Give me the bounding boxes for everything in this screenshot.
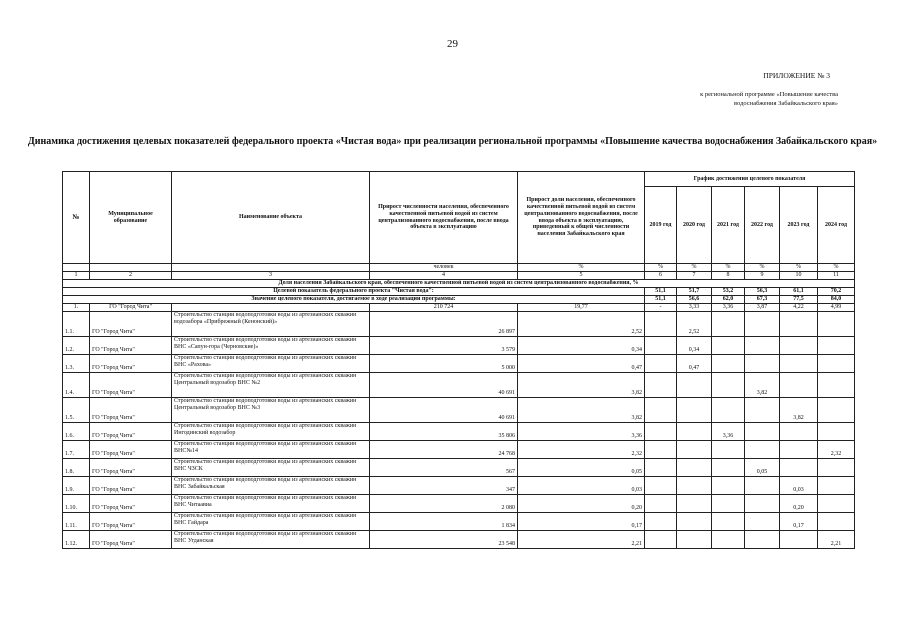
unit-people: человек <box>370 264 518 272</box>
row-num: 1.12. <box>63 531 90 549</box>
row-year-value <box>712 513 745 531</box>
table-row <box>63 312 855 337</box>
summary-year-value: 4,22 <box>780 304 818 312</box>
row-year-value <box>645 355 677 373</box>
row-municipality: ГО "Город Чита" <box>90 531 172 549</box>
header-num: № <box>63 172 90 264</box>
row-year-value <box>745 477 780 495</box>
row-year-value <box>712 312 745 337</box>
row-year-value <box>712 398 745 423</box>
table-row <box>63 531 855 549</box>
column-number: 7 <box>677 272 712 280</box>
table-row <box>63 373 855 398</box>
summary-year-value: 3,36 <box>712 304 745 312</box>
row-year-value <box>712 373 745 398</box>
row-year-value <box>818 423 855 441</box>
achieved-value: 84,0 <box>818 296 855 304</box>
row-year-value <box>780 337 818 355</box>
row-year-value <box>677 423 712 441</box>
unit-pct: % <box>712 264 745 272</box>
row-year-value <box>818 459 855 477</box>
row-year-value <box>712 477 745 495</box>
row-object: Строительство станции водоподготовки воды из артезианских скважин Центральный водозабор ВНС №2 <box>172 373 370 398</box>
indicator-table <box>62 171 855 549</box>
row-year-value: 0,05 <box>745 459 780 477</box>
column-number: 5 <box>518 272 645 280</box>
document-title: Динамика достижения целевых показателей федерального проекта «Чистая вода» при реализации региональной программы «Повышение качества водоснабжения Забайкальского края» <box>27 136 878 147</box>
achieved-value: 62,0 <box>712 296 745 304</box>
row-year-value <box>780 459 818 477</box>
row-share: 0,03 <box>518 477 645 495</box>
summary-share: 19,77 <box>518 304 645 312</box>
table-row <box>63 423 855 441</box>
row-object: Строительство станции водоподготовки воды из артезианских скважин ВНС Гайдара <box>172 513 370 531</box>
header-schedule: График достижения целевого показателя <box>645 172 855 187</box>
column-number: 1 <box>63 272 90 280</box>
target-value: 61,1 <box>780 288 818 296</box>
row-object: Строительство станции водоподготовки воды из артезианских скважин ВНС «Сапун-гора (Черновские)» <box>172 337 370 355</box>
row-num: 1.9. <box>63 477 90 495</box>
row-year-value <box>645 495 677 513</box>
row-year-value: 0,17 <box>780 513 818 531</box>
row-year-value <box>677 495 712 513</box>
row-municipality: ГО "Город Чита" <box>90 477 172 495</box>
row-year-value <box>780 423 818 441</box>
column-number: 6 <box>645 272 677 280</box>
row-year-value <box>645 441 677 459</box>
row-num: 1.5. <box>63 398 90 423</box>
row-people: 40 691 <box>370 373 518 398</box>
row-year-value <box>677 398 712 423</box>
row-year-value <box>745 355 780 373</box>
row-year-value <box>745 531 780 549</box>
header-year: 2020 год <box>677 187 712 264</box>
row-people: 347 <box>370 477 518 495</box>
target-value: 56,3 <box>745 288 780 296</box>
target-row-label: Целевой показатель федерального проекта "Чистая вода": <box>63 288 645 296</box>
row-municipality: ГО "Город Чита" <box>90 495 172 513</box>
unit-pct: % <box>677 264 712 272</box>
row-municipality: ГО "Город Чита" <box>90 337 172 355</box>
row-year-value <box>712 459 745 477</box>
row-num: 1.10. <box>63 495 90 513</box>
row-year-value <box>645 531 677 549</box>
row-share: 0,47 <box>518 355 645 373</box>
column-number: 4 <box>370 272 518 280</box>
row-object: Строительство станции водоподготовки воды из артезианских скважин ВНС ЧЗСК <box>172 459 370 477</box>
row-year-value <box>818 355 855 373</box>
row-municipality: ГО "Город Чита" <box>90 355 172 373</box>
row-year-value <box>745 495 780 513</box>
table-row <box>63 495 855 513</box>
row-year-value: 3,36 <box>712 423 745 441</box>
row-object: Строительство станции водоподготовки воды из артезианских скважин ВНС№14 <box>172 441 370 459</box>
row-num: 1.2. <box>63 337 90 355</box>
row-year-value: 0,47 <box>677 355 712 373</box>
summary-year-value: - <box>645 304 677 312</box>
row-year-value <box>677 531 712 549</box>
summary-year-value: 4,99 <box>818 304 855 312</box>
row-municipality: ГО "Город Чита" <box>90 398 172 423</box>
row-object: Строительство станции водоподготовки воды из артезианских скважин ВНС Забайкальская <box>172 477 370 495</box>
header-object: Наименование объекта <box>172 172 370 264</box>
row-year-value <box>645 459 677 477</box>
header-share-increase: Прирост доли населения, обеспеченного качественной питьевой водой из систем централизованного водоснабжения, после ввода объекта в эксплуатацию, приведенный к общей численности населения Забайкальского края <box>518 172 645 264</box>
row-num: 1.11. <box>63 513 90 531</box>
row-year-value <box>818 477 855 495</box>
row-year-value: 0,20 <box>780 495 818 513</box>
row-people: 1 834 <box>370 513 518 531</box>
summary-municipality: ГО "Город Чита" <box>90 304 172 312</box>
appendix-label: ПРИЛОЖЕНИЕ № 3 <box>763 71 830 80</box>
row-people: 23 548 <box>370 531 518 549</box>
row-year-value <box>780 531 818 549</box>
row-share: 3,36 <box>518 423 645 441</box>
row-year-value <box>677 373 712 398</box>
row-year-value <box>818 312 855 337</box>
unit-pct: % <box>780 264 818 272</box>
row-municipality: ГО "Город Чита" <box>90 312 172 337</box>
table-row <box>63 441 855 459</box>
row-year-value <box>745 398 780 423</box>
row-share: 2,21 <box>518 531 645 549</box>
row-object: Строительство станции водоподготовки воды из артезианских скважин водозабора «Прибрежный (Кенонский)» <box>172 312 370 337</box>
row-year-value: 3,82 <box>780 398 818 423</box>
row-year-value: 2,21 <box>818 531 855 549</box>
row-num: 1.4. <box>63 373 90 398</box>
row-num: 1.3. <box>63 355 90 373</box>
row-year-value <box>818 495 855 513</box>
row-municipality: ГО "Город Чита" <box>90 441 172 459</box>
summary-people: 210 724 <box>370 304 518 312</box>
row-year-value <box>677 441 712 459</box>
row-year-value <box>745 513 780 531</box>
row-year-value <box>645 373 677 398</box>
target-value: 53,2 <box>712 288 745 296</box>
row-year-value <box>645 513 677 531</box>
header-pop-increase: Прирост численности населения, обеспеченного качественной питьевой водой из систем централизованного водоснабжения, после ввода объекта в эксплуатацию <box>370 172 518 264</box>
column-number: 10 <box>780 272 818 280</box>
target-value: 51,7 <box>677 288 712 296</box>
row-year-value <box>780 373 818 398</box>
row-share: 0,20 <box>518 495 645 513</box>
summary-num: 1. <box>63 304 90 312</box>
row-object: Строительство станции водоподготовки воды из артезианских скважин ВНС Угданская <box>172 531 370 549</box>
section-title: Доля населения Забайкальского края, обеспеченного качественной питьевой водой из систем централизованного водоснабжения, % <box>63 280 855 288</box>
row-year-value <box>818 337 855 355</box>
row-share: 0,34 <box>518 337 645 355</box>
row-year-value <box>818 373 855 398</box>
row-year-value <box>645 398 677 423</box>
row-num: 1.7. <box>63 441 90 459</box>
row-year-value <box>645 477 677 495</box>
row-people: 5 000 <box>370 355 518 373</box>
target-value: 51,1 <box>645 288 677 296</box>
row-year-value <box>712 337 745 355</box>
row-share: 2,52 <box>518 312 645 337</box>
row-year-value: 2,32 <box>818 441 855 459</box>
row-year-value <box>745 312 780 337</box>
row-year-value <box>645 312 677 337</box>
row-year-value <box>645 337 677 355</box>
appendix-note: к региональной программе «Повышение качества водоснабжения Забайкальского края» <box>700 91 838 107</box>
row-share: 0,17 <box>518 513 645 531</box>
row-year-value: 0,34 <box>677 337 712 355</box>
row-year-value <box>818 398 855 423</box>
summary-year-value: 3,87 <box>745 304 780 312</box>
row-object: Строительство станции водоподготовки воды из артезианских скважин Ингодинский водозабор <box>172 423 370 441</box>
row-year-value <box>745 441 780 459</box>
row-people: 2 080 <box>370 495 518 513</box>
row-municipality: ГО "Город Чита" <box>90 373 172 398</box>
target-value: 70,2 <box>818 288 855 296</box>
achieved-value: 56,6 <box>677 296 712 304</box>
row-people: 24 768 <box>370 441 518 459</box>
unit-pct: % <box>518 264 645 272</box>
unit-pct: % <box>745 264 780 272</box>
row-share: 2,32 <box>518 441 645 459</box>
row-num: 1.1. <box>63 312 90 337</box>
table-row <box>63 477 855 495</box>
page-number: 29 <box>447 38 458 50</box>
row-year-value: 0,03 <box>780 477 818 495</box>
row-year-value <box>677 459 712 477</box>
header-year: 2022 год <box>745 187 780 264</box>
column-number: 2 <box>90 272 172 280</box>
row-municipality: ГО "Город Чита" <box>90 459 172 477</box>
column-number: 8 <box>712 272 745 280</box>
header-year: 2021 год <box>712 187 745 264</box>
header-year: 2024 год <box>818 187 855 264</box>
row-people: 26 897 <box>370 312 518 337</box>
achieved-value: 77,5 <box>780 296 818 304</box>
row-object: Строительство станции водоподготовки воды из артезианских скважин ВНС «Рахова» <box>172 355 370 373</box>
row-year-value <box>712 441 745 459</box>
header-year: 2023 год <box>780 187 818 264</box>
row-year-value <box>712 355 745 373</box>
unit-pct: % <box>645 264 677 272</box>
table-row <box>63 355 855 373</box>
row-people: 40 691 <box>370 398 518 423</box>
row-share: 3,82 <box>518 373 645 398</box>
row-year-value: 3,82 <box>745 373 780 398</box>
column-number: 3 <box>172 272 370 280</box>
table-row <box>63 513 855 531</box>
row-year-value <box>712 531 745 549</box>
row-year-value <box>677 477 712 495</box>
row-municipality: ГО "Город Чита" <box>90 423 172 441</box>
header-municipality: Муниципальное образование <box>90 172 172 264</box>
table-row <box>63 398 855 423</box>
row-num: 1.8. <box>63 459 90 477</box>
row-people: 3 579 <box>370 337 518 355</box>
row-year-value: 2,52 <box>677 312 712 337</box>
table-row <box>63 337 855 355</box>
row-year-value <box>780 312 818 337</box>
unit-pct: % <box>818 264 855 272</box>
row-people: 567 <box>370 459 518 477</box>
row-year-value <box>645 423 677 441</box>
row-year-value <box>780 355 818 373</box>
row-year-value <box>712 495 745 513</box>
row-people: 35 806 <box>370 423 518 441</box>
row-num: 1.6. <box>63 423 90 441</box>
achieved-row-label: Значение целевого показателя, достигаемое в ходе реализации программы: <box>63 296 645 304</box>
achieved-value: 51,1 <box>645 296 677 304</box>
row-object: Строительство станции водоподготовки воды из артезианских скважин ВНС Читаавиа <box>172 495 370 513</box>
row-share: 0,05 <box>518 459 645 477</box>
row-municipality: ГО "Город Чита" <box>90 513 172 531</box>
row-year-value <box>745 337 780 355</box>
header-year: 2019 год <box>645 187 677 264</box>
column-number: 11 <box>818 272 855 280</box>
row-year-value <box>818 513 855 531</box>
achieved-value: 67,3 <box>745 296 780 304</box>
row-year-value <box>745 423 780 441</box>
column-number: 9 <box>745 272 780 280</box>
table-row <box>63 459 855 477</box>
row-year-value <box>677 513 712 531</box>
row-object: Строительство станции водоподготовки воды из артезианских скважин Центральный водозабор ВНС №3 <box>172 398 370 423</box>
row-year-value <box>780 441 818 459</box>
summary-year-value: 3,33 <box>677 304 712 312</box>
row-share: 3,82 <box>518 398 645 423</box>
